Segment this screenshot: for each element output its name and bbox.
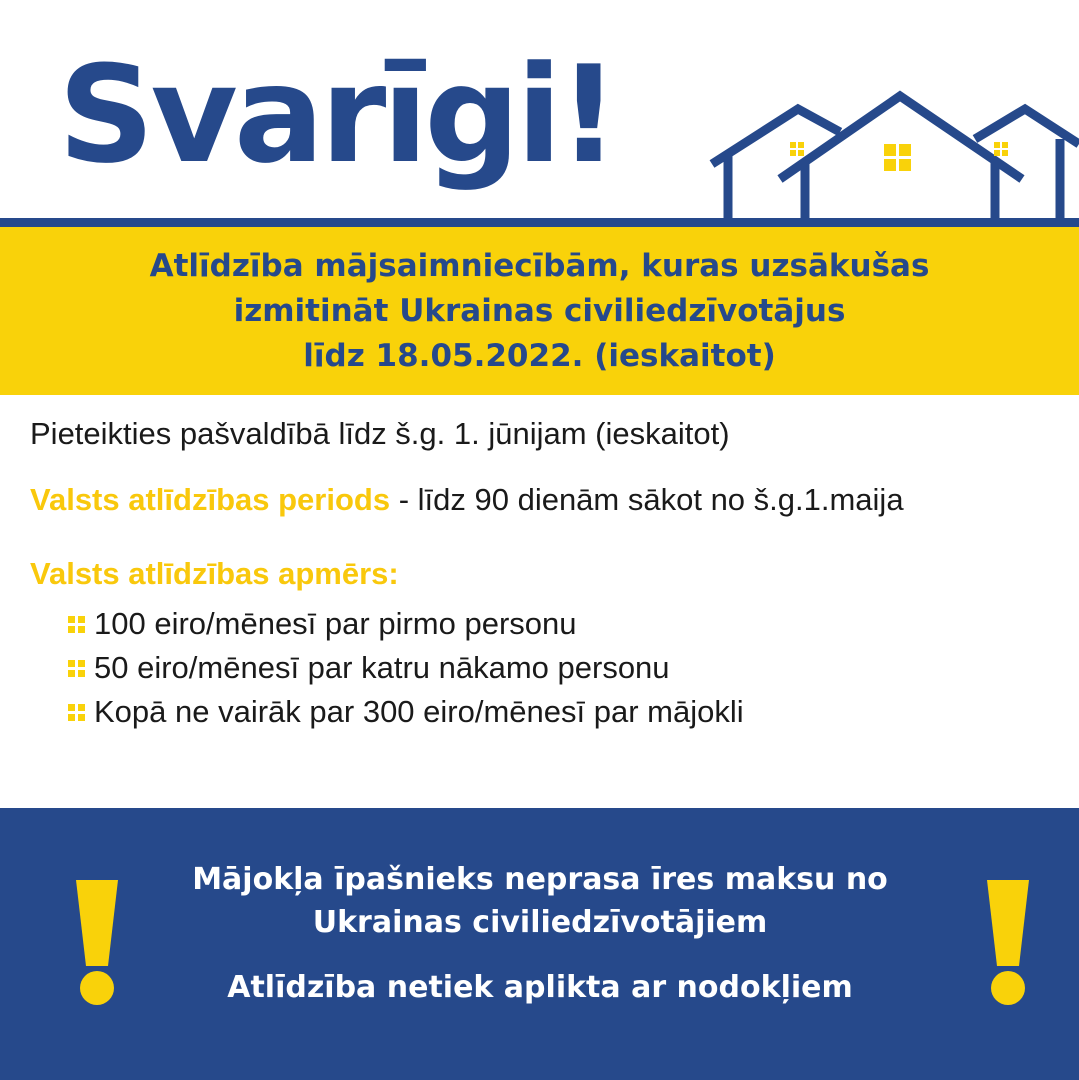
- header-line-1: Atlīdzība mājsaimniecībām, kuras uzsākušas: [149, 247, 930, 284]
- list-item: [68, 602, 1060, 646]
- amount-item-text: 100 eiro/mēnesī par pirmo personu: [94, 606, 577, 641]
- list-item: [68, 646, 1060, 690]
- exclamation-icon: [72, 880, 122, 1008]
- houses-icon: [700, 84, 1079, 224]
- page-title: Svarīgi!: [58, 37, 616, 193]
- header-line-3: līdz 18.05.2022. (ieskaitot): [303, 337, 776, 374]
- main-content: [30, 412, 1060, 734]
- amount-list: [68, 602, 1060, 734]
- footer-notice-1: [140, 858, 940, 944]
- footer-line-1b: Ukrainas civiliedzīvotājiem: [312, 905, 768, 940]
- footer-line-1a: Mājokļa īpašnieks neprasa īres maksu no: [192, 862, 888, 897]
- list-item: [68, 690, 1060, 734]
- square-bullet-icon: [68, 616, 85, 633]
- footer-notice-2: Atlīdzība netiek aplikta ar nodokļiem: [227, 970, 853, 1005]
- footer-band: [0, 808, 1079, 1080]
- square-bullet-icon: [68, 660, 85, 677]
- header-band: [0, 227, 1079, 395]
- period-label: Valsts atlīdzības periods: [30, 482, 391, 517]
- amount-item-text: 50 eiro/mēnesī par katru nākamo personu: [94, 650, 670, 685]
- header-divider: [0, 218, 1079, 227]
- amount-item-text: Kopā ne vairāk par 300 eiro/mēnesī par mājokli: [94, 694, 744, 729]
- amount-label: Valsts atlīdzības apmērs:: [30, 556, 399, 591]
- header-line-2: izmitināt Ukrainas civiliedzīvotājus: [233, 292, 846, 329]
- apply-deadline-text: Pieteikties pašvaldībā līdz š.g. 1. jūnijam (ieskaitot): [30, 416, 730, 451]
- period-paragraph: [30, 478, 1060, 522]
- exclamation-icon: [983, 880, 1033, 1008]
- square-bullet-icon: [68, 704, 85, 721]
- period-text: - līdz 90 dienām sākot no š.g.1.maija: [390, 482, 904, 517]
